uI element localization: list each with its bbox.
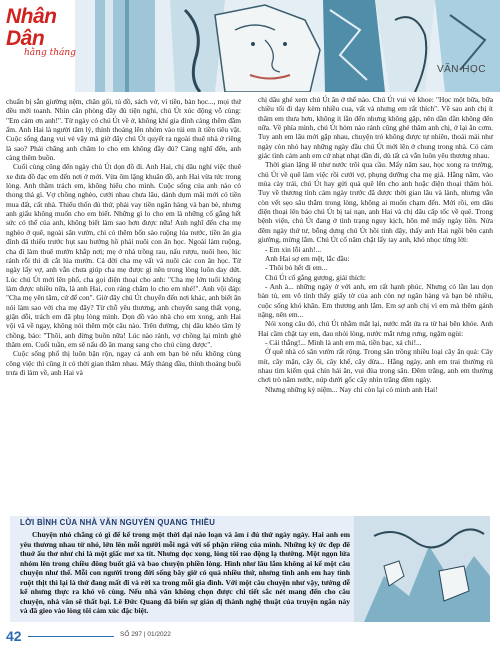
paragraph: Nói xong câu đó, chú Út nhắm mắt lại, nước mắt ứa ra từ hai bên khóe. Anh Hai cầm chặt tay em, đau nhói lòng, nước mắt rưng rưng, ngậm ngùi: <box>258 319 493 338</box>
section-label: VĂN HỌC <box>436 64 486 75</box>
dialogue-line: - Anh à... những ngày ở với anh, em rất hạnh phúc. Nhưng có lần lau dọn bàn tủ, em vô tình thấy giấy tờ của anh còn nợ ngân hàng và bạn bè nhiều, cuộc sống khó khăn. Em thương anh lắm. Em sợ anh chị vì em mà thêm gánh nặng, nên em... <box>258 281 493 319</box>
paragraph: Thời gian lặng lẽ như nước trôi qua cầu. Mấy năm sau, học xong ra trường, chú Út về quê làm việc rồi cưới vợ, phụng dưỡng cha mẹ già. Hằng năm, vào mùa cày trái, chú Út hay gửi quà quê lên cho anh hoặc điện thoại thăm hỏi. Tuy về thương tình cảm ngày trước đã được thời gian lâu và lành, nhưng vẫn còn vết sẹo sâu thẳm trong lòng, không ai muốn chạm đến. Mới rồi, em dâu điện thoại lên báo chú Út bị tai nạn, anh Hai và chị dâu cấp tốc về quê. Trong bệnh viện, chú Út đang ở tình trạng nguy kịch, hôn mê mấy ngày liền. Nửa đêm ngày thứ tư, bỗng dưng chú Út hồi tỉnh dậy, thấy anh Hai ngồi bên cạnh giường, mừng lắm. Chú Út cố nâm chặt lấy tay anh, khó nhọc từng lời: <box>258 160 493 245</box>
illustration-art <box>75 0 500 92</box>
dialogue-line: Anh Hai sợ em mệt, lắc đầu: <box>265 253 350 263</box>
paragraph: Cuộc sống phố thị luôn bận rộn, ngay cả anh em bạn bè nếu không cùng công việc thì cũng ít có thời gian thăm nhau. Mấy tháng đầu, thỉnh thoảng buổi trưa đi làm về, anh Hai và <box>6 349 241 377</box>
commentary-box <box>10 516 490 622</box>
page-footer <box>0 626 500 646</box>
paragraph: chị dâu ghé xem chú Út ăn ở thế nào. Chú Út vui vẻ khoe: "Học một bữa, bữa chiều tối đi dạy kèm nhiều cua, vất và nhưng em rất thích". Về sau anh chị ít thăm em thưa hơn, không ít lần đến nhưng không gặp, nên dần dần không đến nữa. Về phía mình, chú Út hỏm nào rảnh cũng ghé thăm anh chị, ở lại ăn cơm. Tuy anh em lâu mới gặp nhau, chuyện trò không được tự nhiên, thoải mái như ngày còn nhỏ hay những ngày đầu chú Út mới lên ở chung trong nhà. Có cảm giác tình cảm anh em cứ nhạt nhạt dần đi, dù tất cả vẫn luôn yêu thương nhau. <box>258 95 493 161</box>
commentary-text: Chuyện nhỏ chẳng có gì để kể trong một thời đại nào loạn và âm ỉ đủ thứ ngày ngày. Hai anh em yêu thương nhau từ nhỏ, lớn lên mỗi người mỗi ngả với số phận riêng của mình. Những ký ức đẹp đẽ thuở ấu thơ như chỉ là một giấc mơ xa tít. Nhưng dọc xong, lòng tôi rao động lạ thường. Một ngọn lửa nhóm lên trong chiều đông buốt giá và bao chuyện phiền lòng. Hình như lâu lắm không ai kể một câu chuyện như thế. Mỗi con người trong đời sống bây giờ có quá nhiều thứ, nhưng tình anh em hay tình ruột thịt thì lại là thứ đang mất đi và rời xa trong mỗi gia đình. Với một câu chuyện như vậy, tưởng dễ kể nhưng thực ra khó vô cùng. Nếu nhà văn không chọn được chi tiết sắc nét mang đến cho câu chuyện, nhà văn sẽ thất bại. Lê Đức Quang đã biến sự giản dị thành nghệ thuật của truyện ngắn này và đã gieo vào lòng tôi cảm xúc đặc biệt. <box>20 530 350 615</box>
left-column <box>6 97 241 377</box>
magazine-logo <box>6 5 78 58</box>
paragraph: chuẩn bị sẵn giường nệm, chăn gối, tủ đồ, sách vở, ví tiền, bàn học..., mọi thứ đều mới toanh. Nhìn căn phòng đầy đủ tiện nghi, chú Út xúc động vỗ cùng: "Em cảm ơn anh!". Từ ngày có chú Út về ở, không khí gia đình càng thêm đầm ấm. Anh Hai là người tâm lý, thỉnh thoảng lên nhóm vào tủi em ít tiền tiêu vặt. Cuộc sống đang vui vẻ vậy mà giờ đây chú Út quyết ra ngoài thuê nhà ở riêng là sao? Phải chăng anh chăm lo cho em không đầy đủ? Càng nghĩ đến, anh càng thêm buồn. <box>6 97 241 163</box>
dialogue-line: Chú Út cố gắng gượng, giải thích: <box>265 272 366 282</box>
commentary-title: LỜI BÌNH CỦA NHÀ VĂN NGUYỄN QUANG THIỀU <box>20 518 216 527</box>
story-illustration <box>75 0 500 92</box>
dialogue-line: - Cái thằng!... Mình là anh em mà, tiền bạc, xá chi!... <box>265 337 422 347</box>
dialogue-line: - Thôi bỏ hết đi em... <box>265 263 328 273</box>
commentary-illustration <box>354 516 490 622</box>
right-column <box>258 95 493 394</box>
page-number: 42 <box>6 628 22 644</box>
brand-name: Nhân Dân <box>6 5 57 50</box>
paragraph: Cuối cùng cũng đến ngày chú Út dọn đồ đi. Anh Hai, chị dâu nghỉ việc thuê xe đưa đồ đạc em đến nơi ở mới. Vừa ôm lặng khuân đồ, anh Hai vừa tức trong lòng. Anh thầm trách em, không hiểu cho mình. Cuộc sống của anh nào có thong thả gì. Vợ chồng nghèo, cưới nhau chưa lâu, dành dụm mãi mới có tiền mua đất, cất nhà. Thiếu thốn đủ thứ, phải vay tiền ngân hàng và bạn bè, nhưng anh giấu không muốn cho em biết. Những gì lo cho em là những cố gắng hết sức có thể của anh, không biết làm sao hơn được nữa! Anh nghĩ đến cha mẹ nghèo ở quê, ngoài sân vườn, chỉ có thêm bốn sào ruộng lúa nước, tiền ăn gia đình đã thiếu trước hụt sau hướng hồ phải nuôi con ăn học. Ngoài làm ruộng, cha đi làm thuê mướn khắp nơi; mẹ ở nhà trồng rau, nấu rượu, nuôi heo, lúc rảnh rỗi thì đi cắt lúa mướn. Cả đời cha mẹ vất vả nuôi các con ăn học. Từ ngày lấy vợ, anh vẫn chưa giúp cha mẹ được gì nên trong lòng luôn day dứt. Lúc chú Út mới lên phố, cha gọi điện thoại cho anh: "Cha mẹ lớn tuổi không làm được nhiều nữa, là anh Hai, con ráng chăm lo cho em nhé!". Anh vội đáp: "Cha mẹ yên tâm, cứ để con". Giờ đây chú Út chuyển đến nơi khác, anh biết ăn nói làm sao với cha mẹ đây? Từ chỗ yêu thương, anh chuyển sang thất vọng, giận dỗi, trách em đã phụ lòng mình. Dọn đồ vào nhà cho em xong, anh Hai vội vã về ngay, không nói thêm một câu nào. Trên đường, chị dâu khéo tâm lý chồng, bảo: "Thôi, anh đừng buồn nữa! Lúc nào rảnh, vợ chồng lại mình ghé thăm em. Cuối tuần, em sẽ nấu đồ ăn mang sang cho chú cùng được". <box>6 162 241 349</box>
footer-rule <box>28 636 114 637</box>
paragraph: Nhưng những kỷ niệm... Nay chỉ còn lại có mình anh Hai! <box>265 384 438 394</box>
paragraph: Ở quê nhà có sân vườn rất rộng. Trong sân trồng nhiều loại cây ăn quả: Cây mít, cây mận, cây ổi, cây khế, cây dừa... Hằng ngày, anh em trai thường rủ nhau tìm kiếm quả chín hái ăn, vui đùa trong sân. Đêm trăng, anh em thường chơi trò năm nước, núp dưới gốc cây nhìn trăng đêm ngày. <box>258 347 493 385</box>
commentary-body <box>20 530 350 616</box>
dialogue-line: - Em xin lỗi anh!... <box>265 244 322 254</box>
brand-subtitle: hằng tháng <box>24 48 76 58</box>
issue-label: SỐ 297 | 01/2022 <box>120 631 171 638</box>
